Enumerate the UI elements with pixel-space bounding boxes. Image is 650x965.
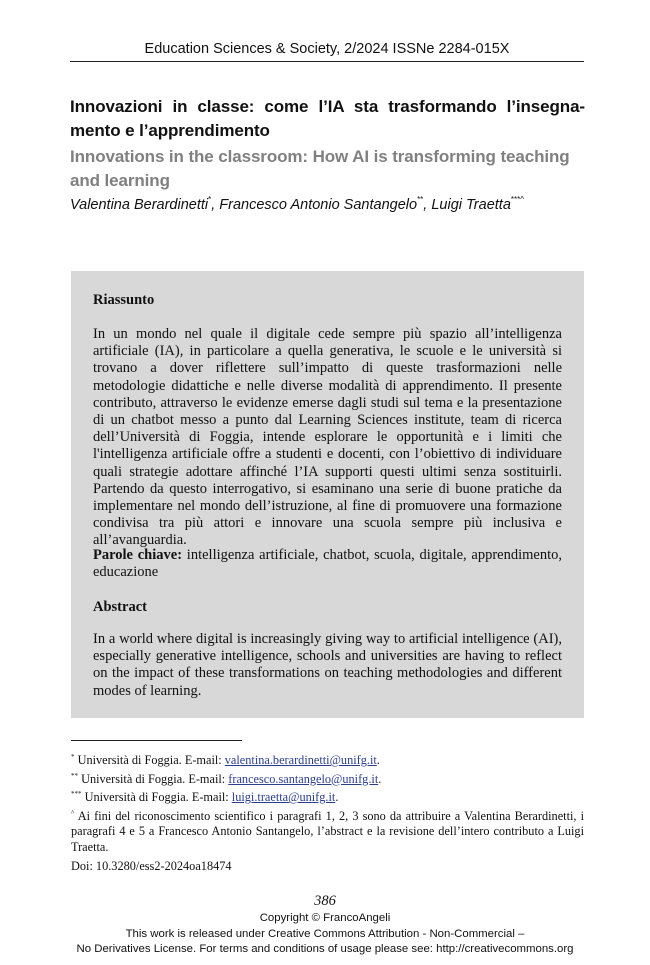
copyright-notice — [0, 911, 650, 958]
keywords — [93, 547, 562, 581]
journal-header: Education Sciences & Society, 2/2024 ISSNe 2284-015X — [144, 41, 510, 57]
license-line: This work is released under Creative Commons Attribution - Non-Commercial – — [125, 927, 525, 940]
paper-title-english: Innovations in the classroom: How AI is transforming teaching and learning — [70, 147, 570, 190]
footnote-end: . — [378, 771, 382, 786]
doi: Doi: 10.3280/ess2-2024oa18474 — [71, 859, 232, 873]
footnote-divider — [71, 740, 242, 741]
footnote-end: . — [376, 753, 380, 767]
author-name: Luigi Traetta — [431, 197, 511, 213]
author-email-link[interactable]: francesco.santangelo@unifg.it — [228, 771, 379, 786]
footnote-end: . — [335, 790, 339, 804]
author-email-link[interactable]: valentina.berardinetti@unifg.it — [224, 753, 377, 767]
footnote — [71, 750, 584, 769]
page-number: 386 — [314, 893, 336, 909]
footnote-text: Università di Foggia. E-mail: — [81, 771, 229, 786]
author-footnote-mark: ** — [417, 195, 424, 204]
footnote — [71, 787, 584, 806]
copyright-line: Copyright © FrancoAngeli — [259, 912, 391, 924]
riassunto-heading: Riassunto — [93, 292, 155, 308]
abstract-heading: Abstract — [93, 599, 147, 615]
author-name: Valentina Berardinetti — [70, 197, 209, 213]
author-footnote-mark: * — [208, 195, 212, 204]
keywords-text: intelligenza artificiale, chatbot, scuola, digitale, apprendimento, educazione — [93, 547, 563, 581]
footnote-mark: ^ — [71, 808, 75, 817]
author-list — [70, 190, 585, 215]
footnote-mark: ** — [71, 771, 78, 780]
footnote — [71, 806, 584, 856]
author-name: Francesco Antonio Santangelo — [219, 197, 418, 213]
footnotes — [71, 750, 584, 855]
footnote-mark: *** — [71, 790, 82, 798]
author-separator: , — [211, 197, 220, 213]
author-email-link[interactable]: luigi.traetta@unifg.it — [231, 790, 336, 804]
author-separator: , — [423, 197, 432, 213]
paper-title-italian: Innovazioni in classe: come l’IA sta trasformando l’insegna-mento e l’apprendimento — [70, 97, 585, 140]
riassunto-text: In un mondo nel quale il digitale cede sempre più spazio all’intelligenza artificiale (IA), in particolare a quella generativa, le scuole e le università si trovano a dover riflettere sull’impatto di queste trasformazioni nelle metodologie didattiche e nelle diverse modalità di apprendimento. Il presente contributo, attraverso le evidenze emerse dagli studi sul tema e la presentazione di un chatbot messo a punto dal Learning Sciences institute, team di ricerca dell’Università di Foggia, intende esplorare le opportunità e i limiti che l'intelligenza artificiale offre a studenti e docenti, con l’obiettivo di individuare quali strategie adottare affinché l’IA supporti questi ultimi senza sostituirli. Partendo da questo interrogativo, si esaminano una serie di buone pratiche da implementare nel mondo dell’istruzione, al fine di promuovere una formazione condivisa tra più attori e innovare una scuola sempre più inclusiva e all’avanguardia. — [93, 326, 562, 549]
footnote-mark: * — [71, 753, 75, 761]
abstract-text: In a world where digital is increasingly giving way to artificial intelligence (AI), especially generative intelligence, schools and universities are having to reflect on the impact of these transformations on teaching methodologies and different modes of learning. — [93, 631, 562, 699]
license-line: No Derivatives License. For terms and conditions of usage please see: http://creativecommons.org — [76, 943, 574, 955]
abstract-box — [71, 271, 584, 718]
keywords-label: Parole chiave: — [93, 547, 183, 563]
header-divider — [70, 61, 584, 62]
footnote-text: Università di Foggia. E-mail: — [84, 790, 232, 804]
footnote-text: Ai fini del riconoscimento scientifico i paragrafi 1, 2, 3 sono da attribuire a Valentina Berardinetti, i paragrafi 4 e 5 a Francesco Antonio Santangelo, l’abstract e la revisione dell’intero contributo a Luigi Traetta. — [71, 808, 584, 854]
footnote — [71, 769, 584, 788]
author-footnote-mark: ***^ — [510, 195, 524, 204]
footnote-text: Università di Foggia. E-mail: — [77, 753, 225, 767]
